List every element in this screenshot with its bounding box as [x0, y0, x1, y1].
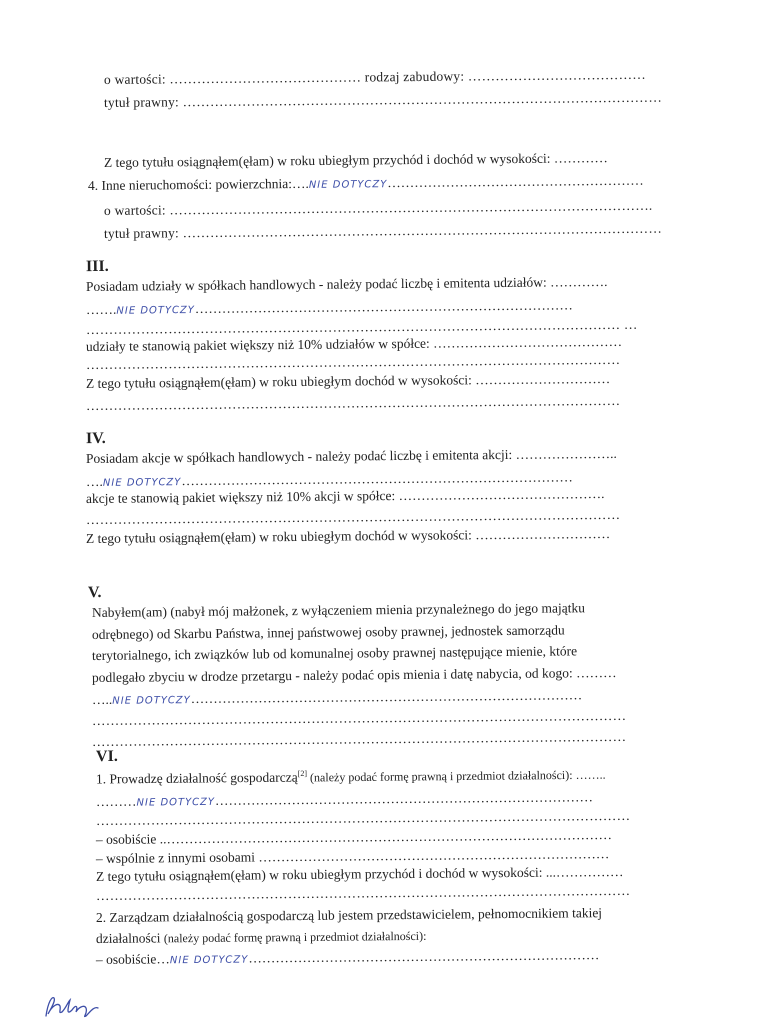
section-v-heading: V.: [87, 583, 102, 602]
shares-line: Posiadam udziały w spółkach handlowych - należy podać liczbę i emitenta udziałów: ………….: [85, 273, 608, 294]
personally-line: – osobiście ..………………………………………………………………………………………: [95, 827, 613, 847]
dots: …………………………………………………………………………: [194, 297, 573, 316]
blank-line: ………………………………………………………………………………………………………: [85, 506, 621, 527]
blank-line: ……………………………………………………………………………………………………… …: [85, 316, 638, 337]
activity-label: działalności: [95, 930, 164, 946]
management-line: 2. Zarządzam działalnością gospodarczą lub jestem przedstawicielem, pełnomocnikiem takiej: [95, 905, 603, 925]
dots: …………………………………………………: [387, 172, 644, 191]
dots: ……………………………………………………………………………: [190, 687, 583, 707]
income-line: Z tego tytułu osiągnąłem(ęłam) w roku ubiegłym przychód i dochód w wysokości: …………: [103, 150, 608, 170]
acquisition-answer-line: [92, 687, 582, 710]
management-answer-line: [96, 947, 600, 970]
blank-line: ………………………………………………………………………………………………………: [91, 707, 627, 728]
handwritten-not-applicable: NIE DOTYCZY: [116, 304, 195, 317]
acquisition-line-2: odrębnego) od Skarbu Państwa, innej państwowej osoby prawnej, jednostek samorządu: [91, 622, 565, 642]
handwritten-not-applicable: NIE DOTYCZY: [308, 179, 388, 191]
footnote-marker: [2]: [297, 768, 308, 779]
dots: …………………………………………………………………………: [214, 789, 594, 808]
acquisition-line-1: Nabyłem(am) (nabył mój małżonek, z wyłączeniem mienia przynależnego do jego majątku: [91, 600, 585, 620]
section-vi-heading: VI.: [95, 747, 118, 766]
blank-line: ………………………………………………………………………………………………………: [85, 392, 621, 413]
dots: …….: [85, 301, 117, 317]
jointly-line: – wspólnie z innymi osobami ……………………………………………………………………: [95, 846, 610, 866]
blank-line: ………………………………………………………………………………………………………: [95, 807, 631, 828]
shares-answer-line: [86, 297, 573, 320]
acquisition-line-4: podlegało zbyciu w drodze przetargu - należy podać opis mienia i datę nabycia, od kogo: ………: [91, 664, 617, 685]
section-iii-heading: III.: [85, 257, 109, 276]
handwritten-not-applicable: NIE DOTYCZY: [112, 695, 191, 707]
handwritten-not-applicable: NIE DOTYCZY: [102, 477, 182, 489]
business-instruction: (należy podać formę prawną i przedmiot działalności): ……..: [306, 767, 606, 785]
blank-line: ………………………………………………………………………………………………………: [85, 351, 621, 372]
business-line: [96, 763, 606, 787]
blank-line: ………………………………………………………………………………………………………: [91, 728, 627, 749]
stocks-income-line: Z tego tytułu osiągnąłem(ęłam) w roku ubiegłym dochód w wysokości: …………………………: [85, 525, 611, 546]
dots: …..: [91, 691, 113, 707]
dots: ……………………………………………………………………: [248, 947, 600, 966]
value-building-type-line: o wartości: …………………………………… rodzaj zabudowy: …………………………………: [103, 66, 647, 87]
shares-packet-line: udziały te stanowią pakiet większy niż 10% udziałów w spółce: ……………………………………: [85, 333, 623, 354]
legal-title-line-2: tytuł prawny: ……………………………………………………………………………………………: [103, 220, 663, 241]
section-iv-heading: IV.: [85, 429, 106, 448]
business-income-line: Z tego tytułu osiągnąłem(ęłam) w roku ubiegłym przychód i dochód w wysokości: ...……………: [95, 863, 624, 884]
handwritten-not-applicable: NIE DOTYCZY: [136, 796, 216, 809]
handwritten-not-applicable: NIE DOTYCZY: [169, 954, 249, 967]
business-label: 1. Prowadzę działalność gospodarczą: [95, 769, 298, 787]
shares-income-line: Z tego tytułu osiągnąłem(ęłam) w roku ubiegłym dochód w wysokości: …………………………: [85, 370, 611, 391]
acquisition-line-3: terytorialnego, ich związków lub od komunalnej osoby prawnej następujące mienie, które: [91, 643, 578, 663]
dots: ….: [85, 473, 103, 489]
value-line: o wartości: …………………………………………………………………………………………….: [103, 197, 653, 218]
personally-label: – osobiście…: [95, 951, 170, 967]
dots: ……………………………………………………………………………: [181, 469, 573, 489]
dots: ………: [95, 793, 137, 809]
stocks-packet-line: akcje te stanowią pakiet większy niż 10% akcji w spółce: ……………………………………….: [85, 486, 605, 506]
blank-line: ………………………………………………………………………………………………………: [95, 882, 631, 903]
other-properties-label: 4. Inne nieruchomości: powierzchnia:….: [87, 175, 309, 193]
signature-icon: [42, 992, 122, 1022]
stocks-line: Posiadam akcje w spółkach handlowych - należy podać liczbę i emitenta akcji: …………………..: [85, 445, 617, 466]
other-properties-line: [88, 173, 644, 196]
activity-instruction: (należy podać formę prawną i przedmiot działalności):: [163, 928, 427, 946]
management-line-2: [96, 928, 427, 947]
legal-title-line: tytuł prawny: ……………………………………………………………………………………………: [103, 89, 663, 110]
